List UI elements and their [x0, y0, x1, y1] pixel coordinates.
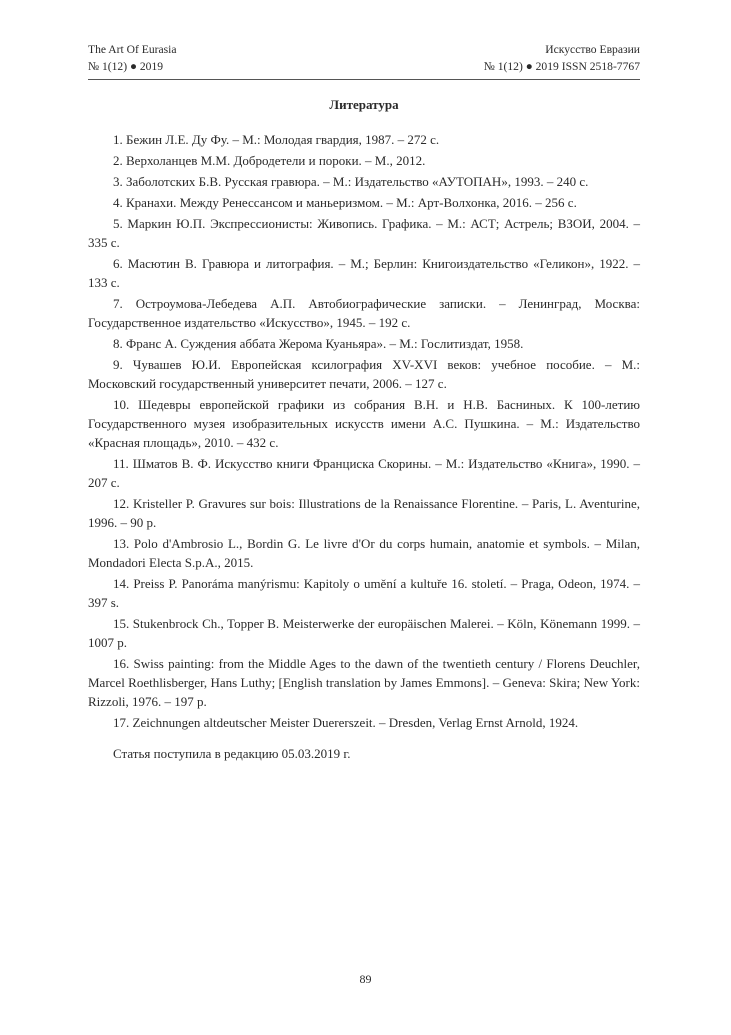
header-left: [88, 41, 177, 75]
reference-item: 3. Заболотских Б.В. Русская гравюра. – М.: Издательство «АУТОПАН», 1993. – 240 с.: [113, 174, 589, 189]
reference-item: 13. Polo d'Ambrosio L., Bordin G. Le livre d'Or du corps humain, anatomie et symbols. – Milan, Mondadori Electa S.p.A., 2015.: [88, 536, 640, 570]
journal-title-en: The Art Of Eurasia: [88, 43, 177, 56]
page-number: 89: [359, 972, 372, 986]
reference-item: 8. Франс А. Суждения аббата Жерома Куаньяра». – М.: Гослитиздат, 1958.: [113, 336, 524, 351]
section-title: Литература: [329, 97, 399, 112]
reference-item: 5. Маркин Ю.П. Экспрессионисты: Живопись. Графика. – М.: АСТ; Астрель; ВЗОИ, 2004. – 335 с.: [88, 216, 640, 250]
reference-item: 17. Zeichnungen altdeutscher Meister Duererszeit. – Dresden, Verlag Ernst Arnold, 1924.: [113, 715, 579, 730]
reference-item: 9. Чувашев Ю.И. Европейская ксилография XV-XVI веков: учебное пособие. – М.: Московский государственный университет печати, 2006. – 127 с.: [88, 357, 640, 391]
reference-item: 1. Бежин Л.Е. Ду Фу. – М.: Молодая гвардия, 1987. – 272 с.: [113, 132, 440, 147]
reference-item: 6. Масютин В. Гравюра и литография. – М.; Берлин: Книгоиздательство «Геликон», 1922. – 133 с.: [88, 256, 640, 290]
issue-en: № 1(12) ● 2019: [88, 60, 164, 73]
reference-item: 16. Swiss painting: from the Middle Ages to the dawn of the twentieth century / Florens Deuchler, Marcel Roethlisberger, Hans Luthy; [English translation by James Emmons]. – Geneva: Skira; New York: Rizzoli, 1976. – 197 p.: [88, 656, 640, 709]
reference-item: 7. Остроумова-Лебедева А.П. Автобиографические записки. – Ленинград, Москва: Государственное издательство «Искусство», 1945. – 192 с.: [88, 296, 640, 330]
header-right: [484, 41, 640, 75]
issue-ru: № 1(12) ● 2019 ISSN 2518-7767: [483, 60, 640, 73]
reference-item: 4. Кранахи. Между Ренессансом и маньеризмом. – М.: Арт-Волхонка, 2016. – 256 с.: [113, 195, 577, 210]
journal-title-ru: Искусство Евразии: [545, 43, 640, 56]
reference-item: 2. Верхоланцев М.М. Добродетели и пороки. – М., 2012.: [113, 153, 426, 168]
received-note: Статья поступила в редакцию 05.03.2019 г.: [113, 746, 351, 761]
reference-item: 10. Шедевры европейской графики из собрания В.Н. и Н.В. Басниных. К 100-летию Государственного музея изобразительных искусств имени А.С. Пушкина. – М.: Издательство «Красная площадь», 2010. – 432 с.: [88, 397, 640, 450]
reference-item: 14. Preiss P. Panoráma manýrismu: Kapitoly o umění a kultuře 16. století. – Praga, Odeon, 1974. – 397 s.: [88, 576, 640, 610]
reference-item: 12. Kristeller P. Gravures sur bois: Illustrations de la Renaissance Florentine. – Paris, L. Aventurine, 1996. – 90 p.: [88, 496, 640, 530]
reference-item: 15. Stukenbrock Ch., Topper B. Meisterwerke der europäischen Malerei. – Köln, Könemann 1999. – 1007 p.: [88, 616, 640, 650]
running-header: [88, 41, 640, 80]
reference-list: [88, 130, 640, 734]
reference-item: 11. Шматов В. Ф. Искусство книги Франциска Скорины. – М.: Издательство «Книга», 1990. – 207 с.: [88, 456, 640, 490]
